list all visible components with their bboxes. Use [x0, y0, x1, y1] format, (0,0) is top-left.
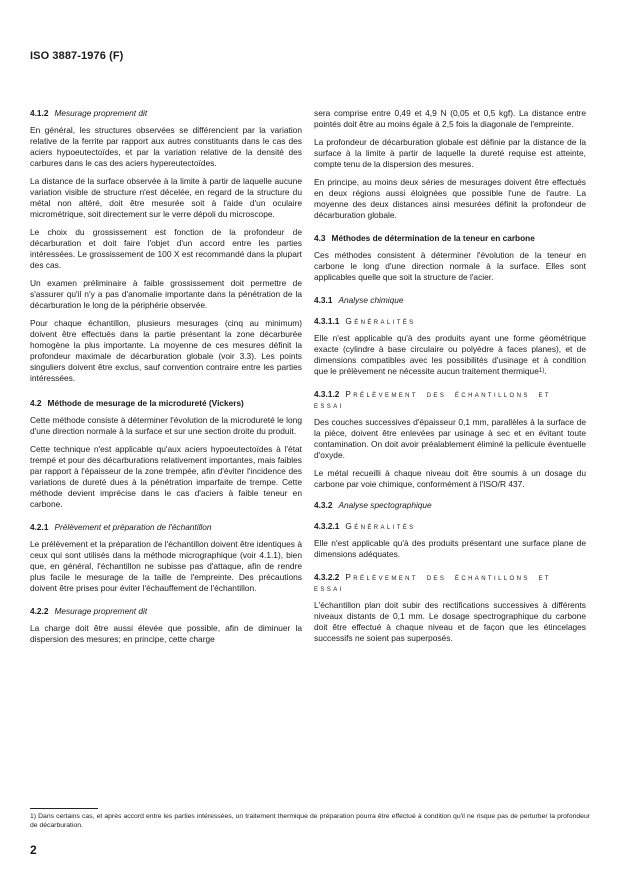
- section-title: Analyse chimique: [338, 295, 404, 305]
- paragraph: [314, 333, 586, 377]
- paragraph: En général, les structures observées se différencient par la variation relative de la ferrite par rapport aux autres constituants dans le cas des aciers hypoeutectoïdes, et par la variation relative de la densité des carbures dans le cas des aciers hypereutectoïdes.: [30, 125, 302, 168]
- section-title: Généralités: [345, 316, 416, 326]
- footnote-reference: 1): [538, 368, 545, 374]
- document-header: ISO 3887-1976 (F): [30, 50, 124, 62]
- section-number: 4.3.2: [314, 500, 333, 510]
- paragraph: L'échantillon plan doit subir des rectifications successives à différents niveaux distants de 0,1 mm. Le dosage spectrographique du carbone doit être effectué à chaque niveau et de façon que les étincelages successifs ne soient pas superposés.: [314, 600, 586, 643]
- section-number: 4.2: [30, 398, 42, 408]
- paragraph: Pour chaque échantillon, plusieurs mesurages (cinq au minimum) doivent être effectués dans la partie présentant la zone décarburée homogène la plus importante. La moyenne de ces mesures définit la profondeur maximale de décarburation globale (voir 3.3). Les points singuliers doivent être exclus, sauf convention contraire entre les parties intéressées.: [30, 318, 302, 383]
- paragraph: La distance de la surface observée à la limite à partir de laquelle aucune variation visible de structure n'est décelée, en regard de la structure du métal non altéré, doit être mesurée soit à l'aide d'un oculaire micrométrique, soit directement sur le verre dépoli du microscope.: [30, 176, 302, 219]
- section-4-3-2-heading: [314, 500, 586, 511]
- paragraph: Cette technique n'est applicable qu'aux aciers hypoeutectoïdes à l'état trempé et pour des décarburations relativement importantes, mais faibles par rapport à l'épaisseur de la zone trempée, afin d'éviter l'incidence des variations de dureté dues à la pénétration imparfaite de trempe. Cette méthode devient imprécise dans le cas d'aciers à faible teneur en carbone.: [30, 444, 302, 509]
- section-4-3-2-2-heading: [314, 572, 586, 594]
- section-number: 4.3: [314, 233, 326, 243]
- paragraph: La profondeur de décarburation globale est définie par la distance de la surface à la limite à partir de laquelle la dureté requise est atteinte, compte tenu de la dispersion des mesures.: [314, 137, 586, 169]
- section-title: Prélèvement des échantillons et essai: [314, 572, 551, 593]
- section-4-2-2-heading: [30, 606, 302, 617]
- paragraph: Elle n'est applicable qu'à des produits présentant une surface plane de dimensions adéquates.: [314, 538, 586, 559]
- section-title: Méthodes de détermination de la teneur en carbone: [331, 233, 535, 243]
- section-title: Mesurage proprement dit: [54, 606, 148, 616]
- paragraph: Le métal recueilli à chaque niveau doit être soumis à un dosage du carbone par voie chimique, conformément à l'ISO/R 437.: [314, 468, 586, 489]
- section-4-2-1-heading: [30, 522, 302, 533]
- section-4-1-2-heading: [30, 108, 302, 119]
- section-title: Analyse spectographique: [338, 500, 432, 510]
- paragraph: sera comprise entre 0,49 et 4,9 N (0,05 et 0,5 kgf). La distance entre pointés doit être au moins égale à 2,5 fois la diagonale de l'empreinte.: [314, 108, 586, 129]
- paragraph: Un examen préliminaire à faible grossissement doit permettre de s'assurer qu'il n'y a pas d'anomalie importante dans la pénétration de la décarburation le long de la périphérie observée.: [30, 278, 302, 310]
- paragraph: En principe, au moins deux séries de mesurages doivent être effectués en deux régions aussi éloignées que possible l'une de l'autre. La moyenne des deux distances ainsi mesurées définit la profondeur de décarburation globale.: [314, 177, 586, 220]
- section-number: 4.3.1.1: [314, 316, 340, 326]
- section-title: Généralités: [345, 521, 416, 531]
- footnote: 1) Dans certains cas, et après accord entre les parties intéressées, un traitement thermique de préparation pourra être effectué à condition qu'il ne risque pas de perturber la profondeur de décarburation.: [30, 813, 590, 829]
- section-number: 4.2.2: [30, 606, 49, 616]
- section-number: 4.3.1: [314, 295, 333, 305]
- section-number: 4.3.2.1: [314, 521, 340, 531]
- paragraph-end: .: [544, 366, 547, 376]
- paragraph: La charge doit être aussi élevée que possible, afin de diminuer la dispersion des mesures; en principe, cette charge: [30, 623, 302, 644]
- section-4-3-1-heading: [314, 295, 586, 306]
- right-column: [314, 108, 586, 644]
- page-number: 2: [30, 843, 37, 857]
- paragraph: Ces méthodes consistent à déterminer l'évolution de la teneur en carbone le long d'une direction normale à la surface. Elles sont applicables quelle que soit la structure de l'acier.: [314, 250, 586, 282]
- section-number: 4.3.2.2: [314, 572, 340, 582]
- paragraph-text: Elle n'est applicable qu'à des produits ayant une forme géométrique exacte (cylindre à base circulaire ou polyèdre à faces planes), et de dimensions compatibles avec les possibilités d'usinage et à condition que le prélèvement ne nécessite aucun traitement thermique: [314, 333, 586, 376]
- footnote-divider: [30, 808, 98, 809]
- section-4-2-heading: [30, 398, 302, 409]
- section-4-3-2-1-heading: [314, 521, 586, 532]
- section-title: Prélèvement des échantillons et essai: [314, 389, 551, 410]
- section-title: Méthode de mesurage de la microdureté (Vickers): [47, 398, 244, 408]
- section-number: 4.1.2: [30, 108, 49, 118]
- paragraph: Cette méthode consiste à déterminer l'évolution de la microdureté le long d'une direction normale à la surface et sur une section droite du produit.: [30, 415, 302, 436]
- section-title: Mesurage proprement dit: [54, 108, 148, 118]
- section-4-3-1-1-heading: [314, 316, 586, 327]
- section-number: 4.2.1: [30, 522, 49, 532]
- paragraph: Le choix du grossissement est fonction de la profondeur de décarburation et doit faire l'objet d'un accord entre les parties intéressées. Le grossissement de 100 X est recommandé dans la plupart des cas.: [30, 227, 302, 270]
- left-column: [30, 108, 302, 645]
- section-title: Prélèvement et préparation de l'échantillon: [54, 522, 212, 532]
- section-number: 4.3.1.2: [314, 389, 340, 399]
- paragraph: Des couches successives d'épaisseur 0,1 mm, parallèles à la surface de la pièce, doivent être enlevées par usinage à sec et en évitant toute contamination. On doit avoir préalablement éliminé la pellicule éventuelle d'oxyde.: [314, 417, 586, 460]
- paragraph: Le prélèvement et la préparation de l'échantillon doivent être identiques à ceux qui sont utilisés dans la méthode micrographique (voir 4.1.1), bien que, en général, l'échantillon ne subisse pas d'attaque, afin de rendre plus facile le mesurage de la taille de l'empreinte. Des précautions doivent être prises pour éviter l'échauffement de l'échantillon.: [30, 539, 302, 593]
- section-4-3-1-2-heading: [314, 389, 586, 411]
- section-4-3-heading: [314, 233, 586, 244]
